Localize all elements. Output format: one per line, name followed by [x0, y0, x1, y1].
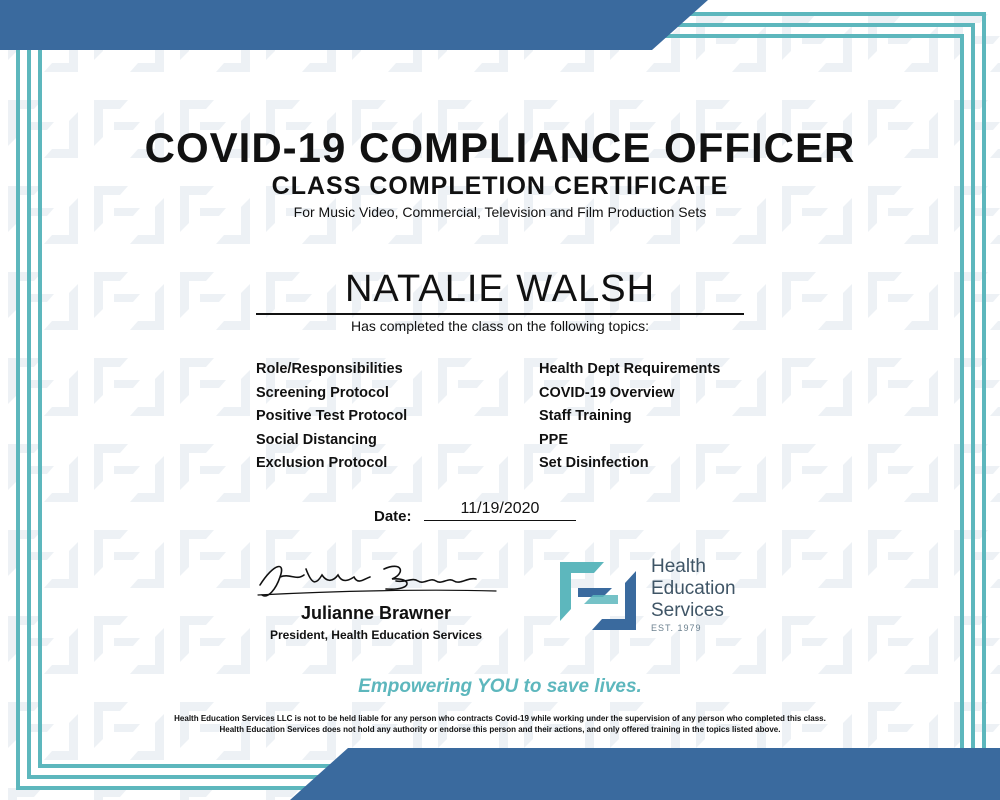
topic-item: Health Dept Requirements: [539, 361, 721, 377]
tagline: Empowering YOU to save lives.: [358, 676, 642, 697]
topic-item: Positive Test Protocol: [256, 408, 408, 425]
topic-item: COVID-19 Overview: [539, 384, 675, 401]
signature-image: [256, 555, 500, 605]
signatory-name: Julianne Brawner: [300, 603, 452, 623]
topic-item: Screening Protocol: [256, 384, 389, 401]
health-education-services-logo-icon: [556, 556, 640, 636]
recipient-name: NATALIE WALSH: [344, 268, 656, 310]
completion-date: 11/19/2020: [460, 500, 540, 517]
disclaimer-line-1: Health Education Services LLC is not to be held liable for any person who contracts Covid-19 while working under the supervision of any person who completed this class.: [174, 714, 826, 723]
topic-item: Social Distancing: [256, 431, 377, 448]
logo-line-education: Education: [651, 578, 736, 599]
completion-statement: Has completed the class on the following topics:: [350, 318, 650, 334]
logo-line-health: Health: [651, 556, 706, 577]
date-underline: [424, 520, 576, 521]
signatory-title: President, Health Education Services: [269, 628, 483, 642]
topics-right-column: [539, 360, 720, 478]
certificate-title: COVID-19 COMPLIANCE OFFICER: [144, 124, 856, 171]
topics-left-column: [256, 360, 407, 478]
topic-item: Exclusion Protocol: [256, 455, 388, 472]
topic-item: PPE: [539, 431, 569, 448]
certificate-subtitle: CLASS COMPLETION CERTIFICATE: [271, 172, 729, 200]
date-label: Date:: [374, 508, 412, 525]
topic-item: Set Disinfection: [539, 455, 649, 472]
recipient-name-underline: [256, 313, 744, 315]
topic-item: Staff Training: [539, 408, 632, 425]
disclaimer-line-2: Health Education Services does not hold any authority or endorse this person and their actions, and only offered training in the topics listed above.: [219, 725, 781, 734]
logo-established: EST. 1979: [651, 623, 702, 633]
logo-wordmark: [651, 556, 736, 622]
topic-item: Role/Responsibilities: [256, 361, 403, 377]
logo-line-services: Services: [651, 600, 724, 621]
certificate-scope: For Music Video, Commercial, Television and Film Production Sets: [293, 204, 707, 220]
